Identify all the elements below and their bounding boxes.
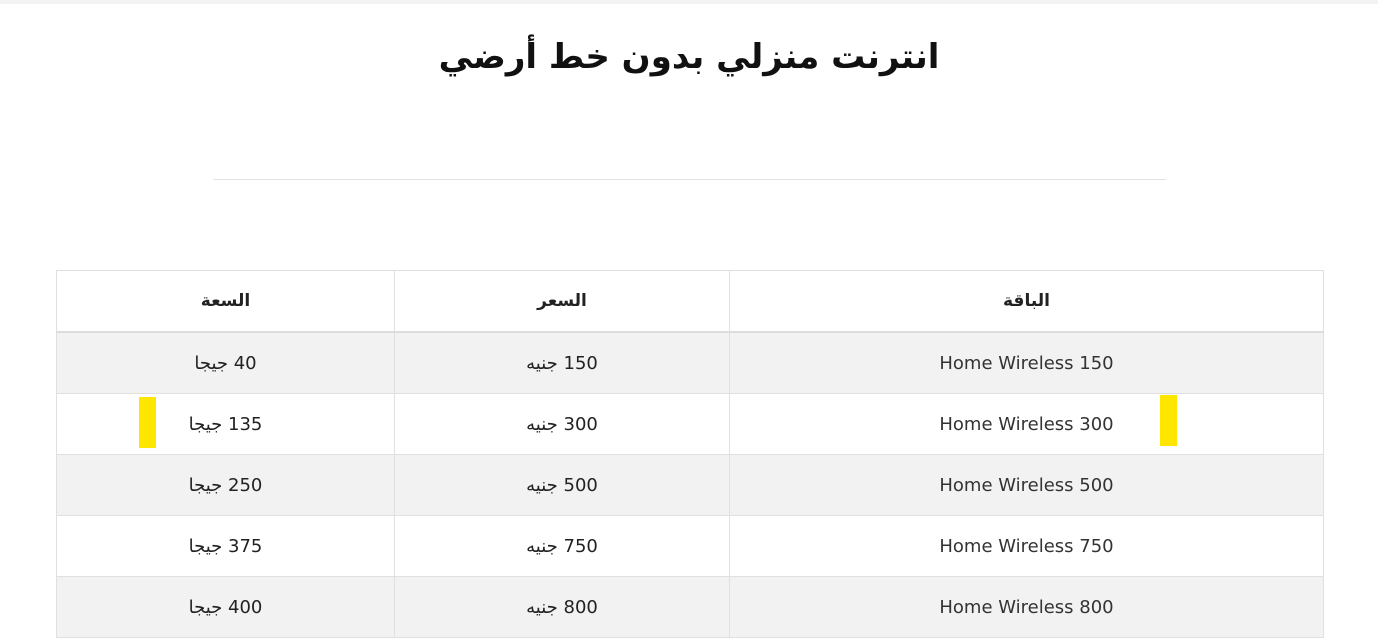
header-price: السعر [395,271,730,333]
header-plan: الباقة [730,271,1324,333]
cell-price: 750 جنيه [395,516,730,577]
table-row [57,516,1324,577]
page-title: انترنت منزلي بدون خط أرضي [438,36,940,77]
cell-plan: Home Wireless 300 [730,394,1324,455]
table-row [57,577,1324,638]
table-row [57,394,1324,455]
cell-price: 500 جنيه [395,455,730,516]
cell-plan: Home Wireless 150 [730,332,1324,394]
header-capacity: السعة [57,271,395,333]
cell-capacity: 250 جيجا [57,455,395,516]
cell-capacity: 375 جيجا [57,516,395,577]
cell-capacity: 135 جيجا [57,394,395,455]
cell-price: 300 جنيه [395,394,730,455]
table-row [57,455,1324,516]
table-header-row [57,271,1324,333]
cell-capacity: 40 جيجا [57,332,395,394]
cell-plan: Home Wireless 750 [730,516,1324,577]
cell-capacity: 400 جيجا [57,577,395,638]
table-row [57,332,1324,394]
cell-plan: Home Wireless 500 [730,455,1324,516]
plans-table [56,270,1324,638]
highlight-marker-left [139,397,156,448]
cell-price: 150 جنيه [395,332,730,394]
cell-plan: Home Wireless 800 [730,577,1324,638]
highlight-marker-right [1160,395,1177,446]
top-bar [0,0,1378,4]
divider [213,179,1166,180]
cell-price: 800 جنيه [395,577,730,638]
